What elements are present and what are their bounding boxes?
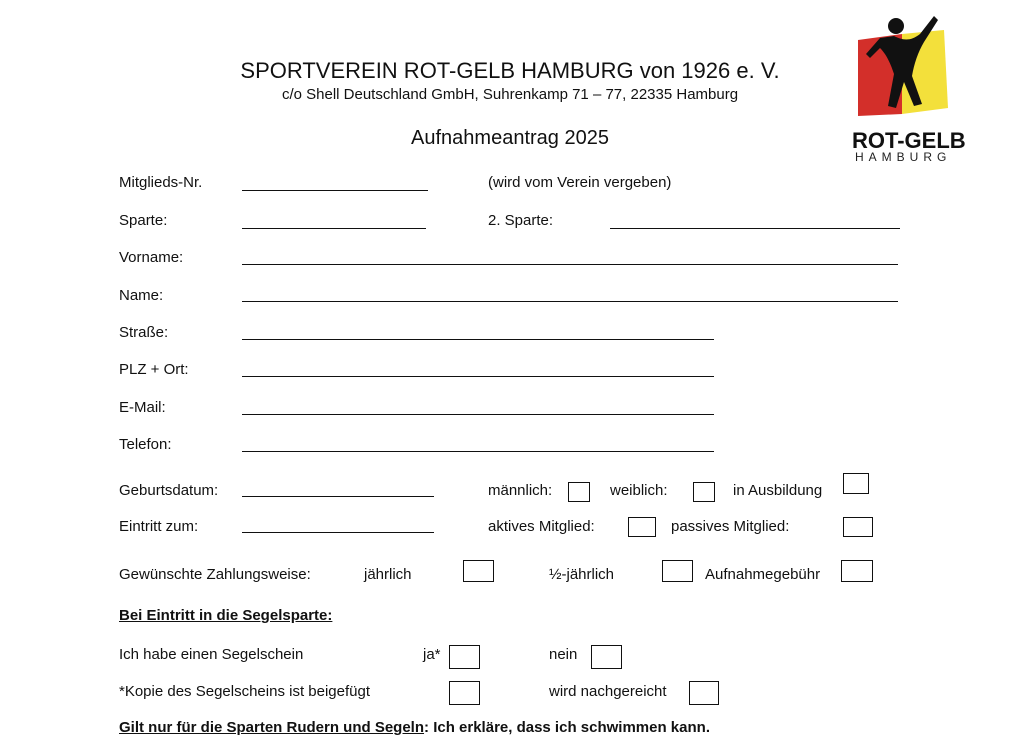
- field-sparte[interactable]: [242, 228, 426, 229]
- footer-note: [119, 719, 710, 736]
- label-sparte: Sparte:: [119, 212, 168, 229]
- label-ja: ja*: [423, 646, 441, 663]
- label-weiblich: weiblich:: [610, 482, 668, 499]
- logo-text-sub: HAMBURG: [855, 150, 952, 164]
- checkbox-nein[interactable]: [591, 645, 622, 669]
- label-ausbildung: in Ausbildung: [733, 482, 823, 499]
- club-name: SPORTVEREIN ROT-GELB HAMBURG von 1926 e. V.: [240, 58, 780, 83]
- label-eintritt: Eintritt zum:: [119, 518, 199, 535]
- hint-mitglieds-nr: (wird vom Verein vergeben): [488, 174, 672, 191]
- segeln-heading: Bei Eintritt in die Segelsparte:: [119, 607, 333, 624]
- checkbox-nachgereicht[interactable]: [689, 681, 719, 705]
- label-geburtsdatum: Geburtsdatum:: [119, 482, 219, 499]
- label-mitglieds-nr: Mitglieds-Nr.: [119, 174, 203, 191]
- checkbox-kopie[interactable]: [449, 681, 480, 705]
- field-plz-ort[interactable]: [242, 376, 714, 377]
- field-name[interactable]: [242, 301, 898, 302]
- field-vorname[interactable]: [242, 264, 898, 265]
- label-jaehrlich: jährlich: [364, 566, 412, 583]
- logo-text-main: ROT-GELB: [852, 128, 966, 153]
- label-telefon: Telefon:: [119, 436, 172, 453]
- field-eintritt[interactable]: [242, 532, 434, 533]
- checkbox-halbjaehrlich[interactable]: [662, 560, 693, 582]
- checkbox-weiblich[interactable]: [693, 482, 715, 502]
- field-telefon[interactable]: [242, 451, 714, 452]
- label-nachgereicht: wird nachgereicht: [549, 683, 667, 700]
- label-name: Name:: [119, 287, 164, 304]
- field-strasse[interactable]: [242, 339, 714, 340]
- checkbox-ja[interactable]: [449, 645, 480, 669]
- club-logo: [850, 12, 970, 122]
- label-aktiv: aktives Mitglied:: [488, 518, 595, 535]
- checkbox-aktiv[interactable]: [628, 517, 656, 537]
- form-title: Aufnahmeantrag 2025: [411, 127, 609, 149]
- label-zahlung: Gewünschte Zahlungsweise:: [119, 566, 311, 583]
- label-maennlich: männlich:: [488, 482, 553, 499]
- field-geburtsdatum[interactable]: [242, 496, 434, 497]
- footer-note-rest: : Ich erkläre, dass ich schwimmen kann.: [424, 719, 710, 736]
- logo-figure-icon: [850, 12, 970, 122]
- label-strasse: Straße:: [119, 324, 169, 341]
- checkbox-maennlich[interactable]: [568, 482, 590, 502]
- label-plz-ort: PLZ + Ort:: [119, 361, 189, 378]
- label-nein: nein: [549, 646, 578, 663]
- field-sparte2[interactable]: [610, 228, 900, 229]
- label-email: E-Mail:: [119, 399, 166, 416]
- field-mitglieds-nr[interactable]: [242, 190, 428, 191]
- label-kopie: *Kopie des Segelscheins ist beigefügt: [119, 683, 371, 700]
- checkbox-aufnahme[interactable]: [841, 560, 873, 582]
- label-passiv: passives Mitglied:: [671, 518, 790, 535]
- label-segelschein: Ich habe einen Segelschein: [119, 646, 304, 663]
- checkbox-passiv[interactable]: [843, 517, 873, 537]
- footer-note-underlined: Gilt nur für die Sparten Rudern und Segeln: [119, 719, 425, 736]
- field-email[interactable]: [242, 414, 714, 415]
- label-aufnahme: Aufnahmegebühr: [705, 566, 821, 583]
- label-halbjaehrlich: ½-jährlich: [549, 566, 615, 583]
- label-vorname: Vorname:: [119, 249, 184, 266]
- label-sparte2: 2. Sparte:: [488, 212, 554, 229]
- club-address: c/o Shell Deutschland GmbH, Suhrenkamp 71 – 77, 22335 Hamburg: [281, 86, 739, 103]
- checkbox-ausbildung[interactable]: [843, 473, 869, 494]
- checkbox-jaehrlich[interactable]: [463, 560, 494, 582]
